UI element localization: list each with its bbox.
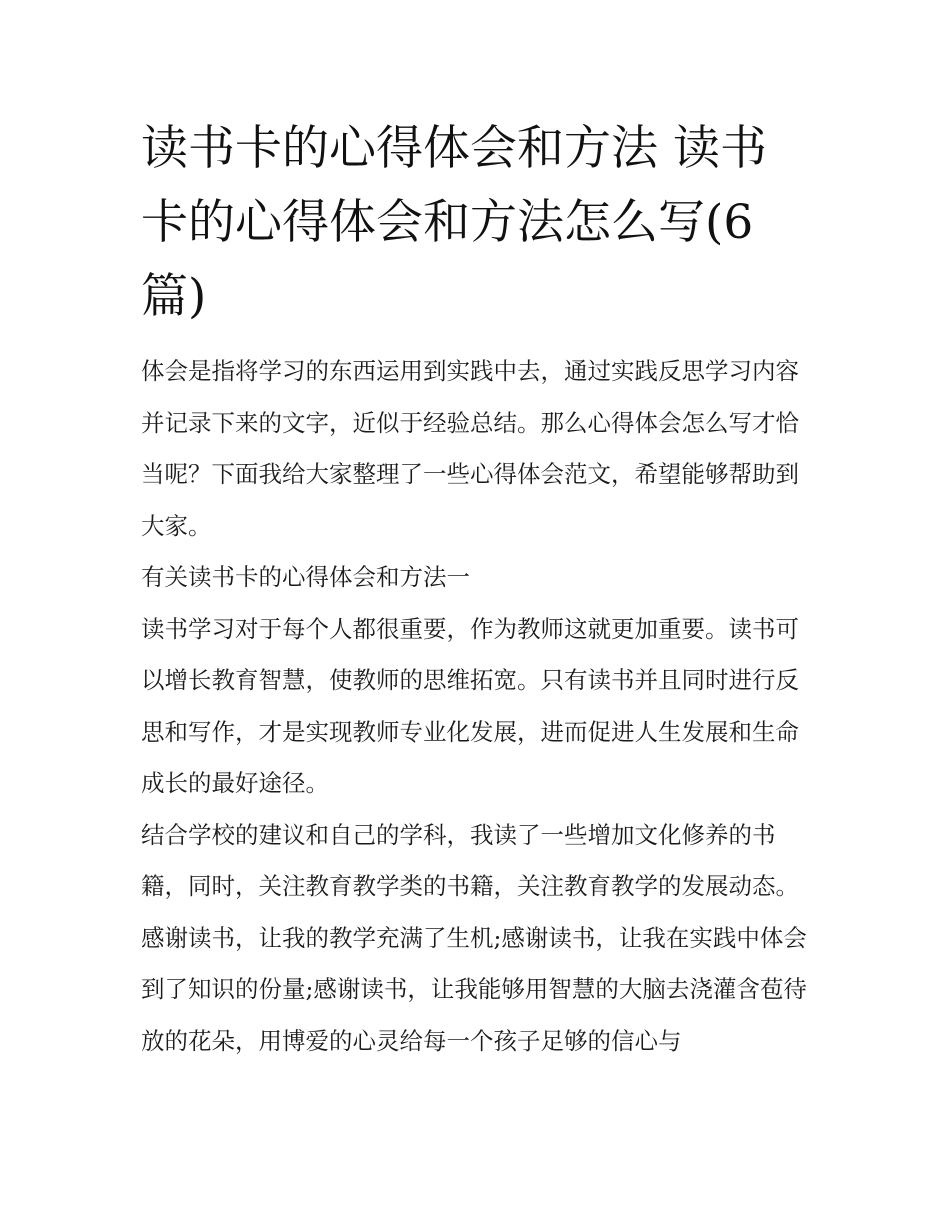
body-paragraph: 读书学习对于每个人都很重要，作为教师这就更加重要。读书可以增长教育智慧，使教师的思维拓宽。只有读书并且同时进行反思和写作，才是实现教师专业化发展，进而促进人生发展和生命成长的最好途径。: [141, 614, 799, 797]
document-title: 读书卡的心得体会和方法 读书卡的心得体会和方法怎么写(6篇): [141, 121, 767, 324]
body-paragraph: 结合学校的建议和自己的学科，我读了一些增加文化修养的书籍，同时，关注教育教学类的书籍，关注教育教学的发展动态。: [141, 820, 799, 900]
intro-paragraph: 体会是指将学习的东西运用到实践中去，通过实践反思学习内容并记录下来的文字，近似于经验总结。那么心得体会怎么写才恰当呢？下面我给大家整理了一些心得体会范文，希望能够帮助到大家。: [141, 357, 799, 540]
body-paragraph: 感谢读书，让我的教学充满了生机;感谢读书，让我在实践中体会到了知识的份量;感谢读书，让我能够用智慧的大脑去浇灌含苞待放的花朵，用博爱的心灵给每一个孩子足够的信心与: [141, 923, 807, 1055]
document-body: [141, 346, 813, 1067]
section-heading: 有关读书卡的心得体会和方法一: [141, 563, 470, 591]
document-page: [141, 112, 813, 1067]
